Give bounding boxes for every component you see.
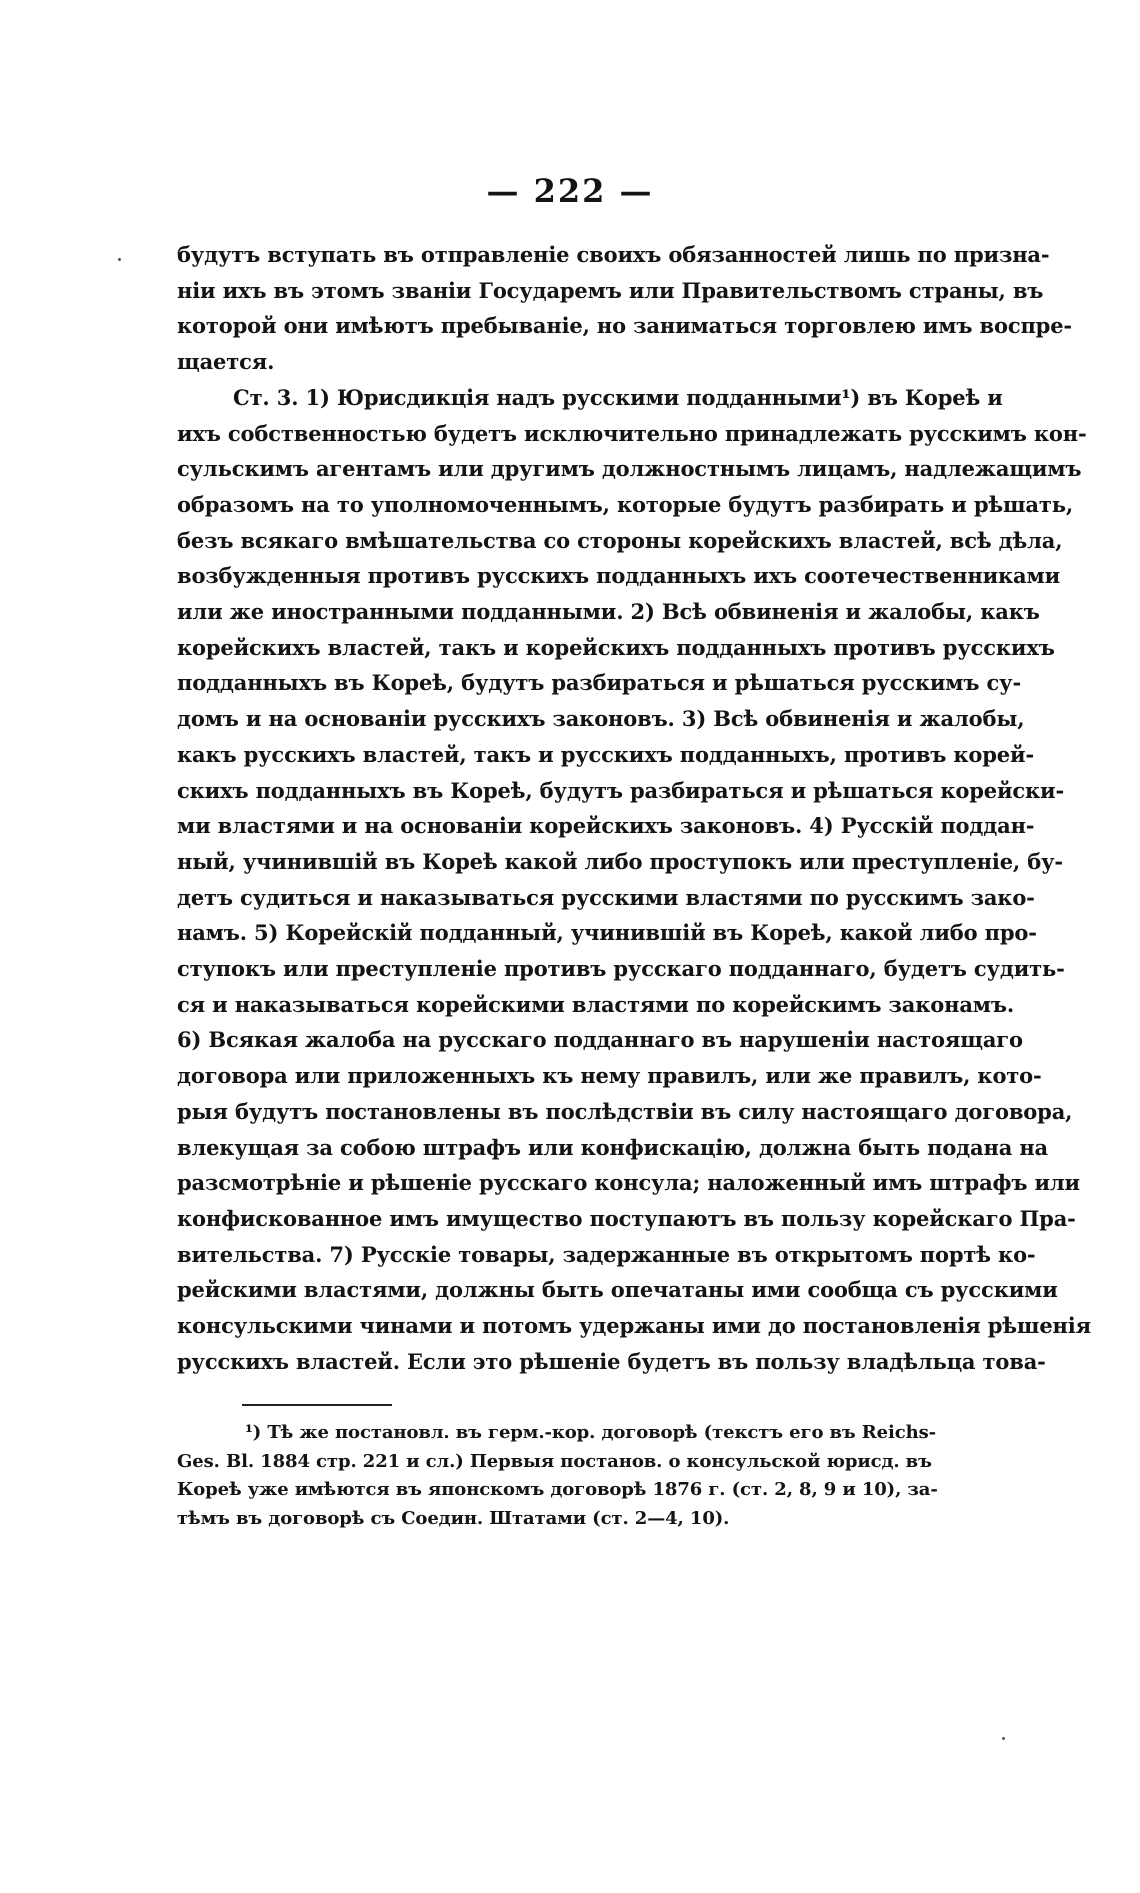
footnote-line: ¹) Тѣ же постановл. въ герм.-кор. договорѣ (текстъ его въ Reichs-: [245, 1422, 937, 1443]
text-line: ся и наказываться корейскими властями по корейскимъ законамъ.: [177, 991, 1015, 1017]
text-line: подданныхъ въ Кореѣ, будутъ разбираться и рѣшаться русскимъ су-: [177, 670, 1022, 696]
text-line: домъ и на основаніи русскихъ законовъ. 3) Всѣ обвиненія и жалобы,: [177, 706, 1025, 732]
text-line: консульскими чинами и потомъ удержаны ими до постановленія рѣшенія: [177, 1313, 1091, 1339]
text-line: ніи ихъ въ этомъ званіи Государемъ или Правительствомъ страны, въ: [177, 277, 1044, 303]
text-line: рыя будутъ постановлены въ послѣдствіи въ силу настоящаго договора,: [177, 1098, 1073, 1124]
text-line: или же иностранными подданными. 2) Всѣ обвиненія и жалобы, какъ: [177, 599, 1040, 625]
text-line: щается.: [177, 349, 275, 375]
text-line: скихъ подданныхъ въ Кореѣ, будутъ разбираться и рѣшаться корейски-: [177, 777, 1065, 803]
scan-speck: [1002, 1737, 1005, 1740]
footnote-line: Кореѣ уже имѣются въ японскомъ договорѣ 1876 г. (ст. 2, 8, 9 и 10), за-: [177, 1479, 938, 1501]
text-line: договора или приложенныхъ къ нему правилъ, или же правилъ, кото-: [177, 1063, 1042, 1089]
text-line: русскихъ властей. Если это рѣшеніе будетъ въ пользу владѣльца това-: [177, 1348, 1046, 1374]
text-line: ный, учинившій въ Кореѣ какой либо проступокъ или преступленіе, бу-: [177, 848, 1063, 874]
text-line: будутъ вступать въ отправленіе своихъ обязанностей лишь по призна-: [177, 242, 1050, 267]
footnote: [177, 1419, 968, 1533]
text-line: намъ. 5) Корейскій подданный, учинившій въ Кореѣ, какой либо про-: [177, 920, 1037, 946]
footnote-divider: [242, 1404, 392, 1406]
text-line: 6) Всякая жалоба на русскаго подданнаго въ нарушеніи настоящаго: [177, 1027, 1023, 1053]
text-line: рейскими властями, должны быть опечатаны ими сообща съ русскими: [177, 1277, 1058, 1303]
text-line: безъ всякаго вмѣшательства со стороны корейскихъ властей, всѣ дѣла,: [177, 527, 1063, 553]
main-text: [177, 237, 1091, 1380]
text-line: конфискованное имъ имущество поступаютъ въ пользу корейскаго Пра-: [177, 1205, 1076, 1231]
text-line: детъ судиться и наказываться русскими властями по русскимъ зако-: [177, 884, 1035, 910]
text-line: разсмотрѣніе и рѣшеніе русскаго консула; наложенный имъ штрафъ или: [177, 1170, 1080, 1196]
text-line: вительства. 7) Русскіе товары, задержанные въ открытомъ портѣ ко-: [177, 1241, 1036, 1267]
text-line: влекущая за собою штрафъ или конфискацію, должна быть подана на: [177, 1134, 1048, 1160]
page-number: — 222 —: [486, 172, 654, 210]
text-line: которой они имѣютъ пребываніе, но заниматься торговлею имъ воспре-: [177, 313, 1072, 339]
text-line: ихъ собственностью будетъ исключительно принадлежать русскимъ кон-: [177, 420, 1087, 446]
text-line: Ст. 3. 1) Юрисдикція надъ русскими подданными¹) въ Кореѣ и: [233, 384, 1003, 410]
text-line: образомъ на то уполномоченнымъ, которые будутъ разбирать и рѣшать,: [177, 491, 1073, 517]
text-line: корейскихъ властей, такъ и корейскихъ подданныхъ противъ русскихъ: [177, 634, 1055, 660]
text-line: какъ русскихъ властей, такъ и русскихъ подданныхъ, противъ корей-: [177, 741, 1035, 767]
text-line: ступокъ или преступленіе противъ русскаго подданнаго, будетъ судить-: [177, 956, 1065, 982]
footnote-line: Ges. Bl. 1884 стр. 221 и сл.) Первыя постанов. о консульской юрисд. въ: [177, 1450, 932, 1472]
text-line: возбужденныя противъ русскихъ подданныхъ ихъ соотечественниками: [177, 563, 1061, 589]
footnote-line: тѣмъ въ договорѣ съ Соедин. Штатами (ст. 2—4, 10).: [177, 1507, 730, 1529]
text-line: сульскимъ агентамъ или другимъ должностнымъ лицамъ, надлежащимъ: [177, 456, 1082, 482]
text-line: ми властями и на основаніи корейскихъ законовъ. 4) Русскій поддан-: [177, 813, 1035, 839]
scan-speck: [118, 258, 121, 261]
